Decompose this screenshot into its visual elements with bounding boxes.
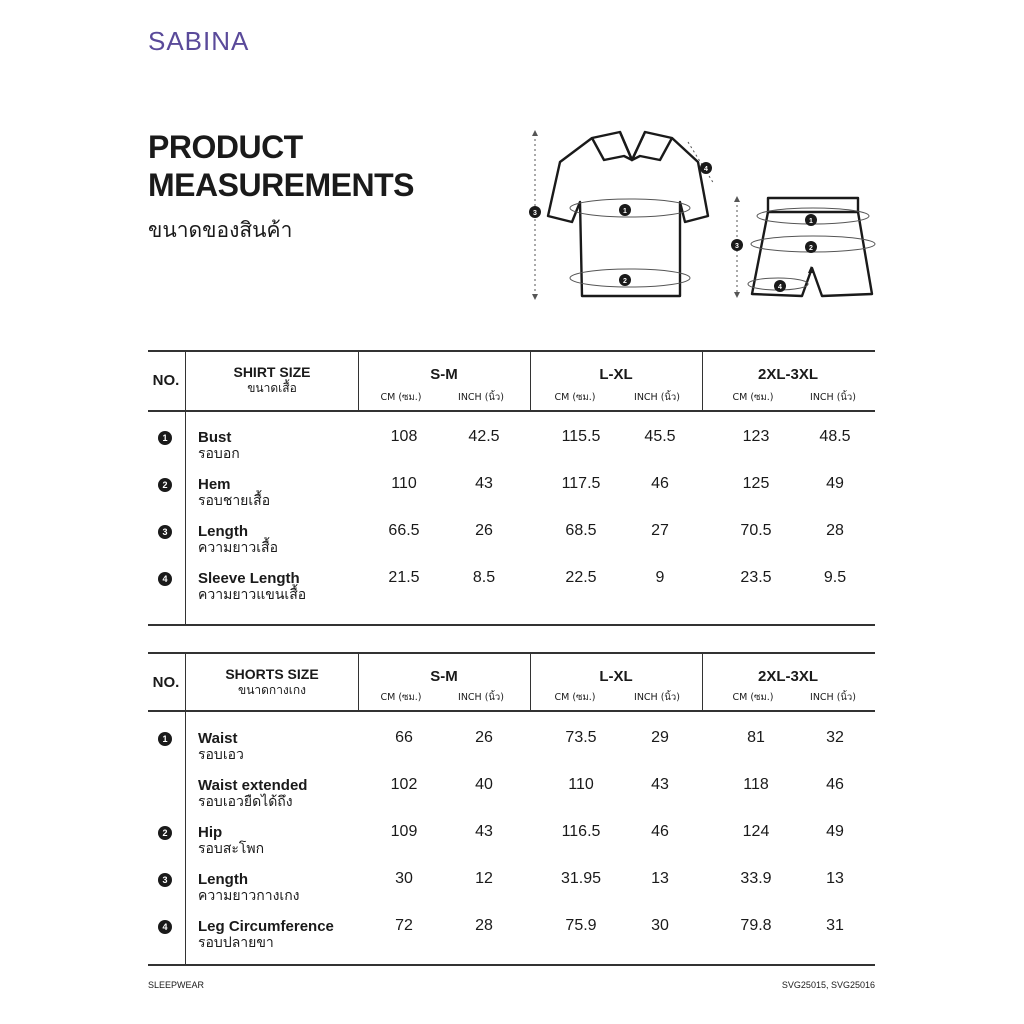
cell-inch: 43 [475, 475, 493, 492]
cell-inch: 42.5 [468, 428, 500, 445]
cell-cm: 115.5 [561, 428, 601, 445]
cell-inch: 29 [651, 729, 669, 746]
shirt-marker-2: 2 [623, 278, 627, 285]
shirt-marker-3: 3 [533, 210, 537, 217]
header-size-2xl-3xl: 2XL-3XL [757, 668, 818, 685]
cell-cm: 66 [395, 729, 413, 746]
table-top-rule [148, 350, 875, 352]
unit-cm: CM (ซม.) [732, 392, 774, 403]
cell-cm: 108 [390, 428, 418, 445]
row-label-th: ความยาวกางเกง [198, 888, 300, 904]
cell-inch: 45.5 [644, 428, 676, 445]
cell-inch: 49 [826, 475, 844, 492]
cell-inch: 28 [826, 522, 844, 539]
unit-inch: INCH (นิ้ว) [810, 692, 856, 703]
cell-cm: 22.5 [565, 569, 597, 586]
cell-cm: 33.9 [740, 870, 772, 887]
unit-cm: CM (ซม.) [732, 692, 774, 703]
cell-inch: 40 [475, 776, 493, 793]
cell-cm: 124 [742, 823, 770, 840]
row-number-badge: 1 [158, 732, 172, 746]
cell-inch: 46 [651, 823, 669, 840]
footer-sku: SVG25015, SVG25016 [781, 980, 875, 990]
cell-cm: 73.5 [565, 729, 597, 746]
row-label-en: Waist [198, 730, 238, 747]
unit-inch: INCH (นิ้ว) [634, 692, 680, 703]
row-number-badge: 4 [158, 572, 172, 586]
row-label-th: ความยาวแขนเสื้อ [198, 587, 307, 603]
unit-cm: CM (ซม.) [554, 392, 596, 403]
row-label-th: รอบเอวยืดได้ถึง [198, 794, 293, 810]
row-label-th: รอบปลายขา [198, 935, 274, 951]
header-size-l-xl: L-XL [599, 668, 633, 685]
row-number-badge: 2 [158, 826, 172, 840]
shirt-marker-1: 1 [623, 208, 627, 215]
shorts-marker-4: 4 [778, 284, 782, 291]
table-header-rule [148, 710, 875, 712]
header-shirt-size [186, 364, 358, 396]
row-number-badge: 4 [158, 920, 172, 934]
footer-category: SLEEPWEAR [148, 980, 205, 990]
shirt-size-table [148, 350, 875, 626]
title-line-1: PRODUCT [148, 129, 303, 165]
row-label [198, 523, 368, 557]
cell-inch: 13 [826, 870, 844, 887]
cell-inch: 26 [475, 729, 493, 746]
table-bottom-rule [148, 964, 875, 966]
cell-cm: 31.95 [560, 870, 602, 887]
header-shorts-size [186, 666, 358, 698]
table-header-rule [148, 410, 875, 412]
cell-cm: 81 [747, 729, 765, 746]
row-label-en: Sleeve Length [198, 570, 300, 587]
row-label-en: Waist extended [198, 777, 308, 794]
cell-cm: 75.9 [565, 917, 597, 934]
cell-cm: 110 [391, 475, 417, 492]
row-label-en: Hem [198, 476, 231, 493]
row-label-th: รอบชายเสื้อ [198, 493, 271, 509]
cell-cm: 79.8 [740, 917, 772, 934]
cell-inch: 48.5 [819, 428, 851, 445]
cell-cm: 66.5 [388, 522, 420, 539]
row-label-th: รอบสะโพก [198, 841, 265, 857]
cell-inch: 27 [651, 522, 669, 539]
unit-inch: INCH (นิ้ว) [810, 392, 856, 403]
header-shirt-size-th: ขนาดเสื้อ [247, 381, 297, 395]
cell-inch: 31 [826, 917, 844, 934]
shorts-marker-1: 1 [809, 218, 813, 225]
row-label-en: Hip [198, 824, 223, 841]
unit-inch: INCH (นิ้ว) [634, 392, 680, 403]
cell-inch: 9 [655, 569, 665, 586]
cell-inch: 12 [475, 870, 493, 887]
cell-cm: 109 [390, 823, 418, 840]
header-size-s-m: S-M [430, 668, 458, 685]
cell-cm: 118 [743, 776, 769, 793]
unit-cm: CM (ซม.) [380, 392, 422, 403]
row-label [198, 476, 368, 510]
header-shirt-size-en: SHIRT SIZE [233, 364, 311, 380]
row-label [198, 871, 368, 905]
row-number-badge: 2 [158, 478, 172, 492]
cell-cm: 123 [742, 428, 770, 445]
row-number-badge: 3 [158, 873, 172, 887]
row-label [198, 824, 368, 858]
garment-illustration [520, 120, 890, 310]
cell-inch: 30 [651, 917, 669, 934]
cell-inch: 32 [826, 729, 844, 746]
row-label-en: Bust [198, 429, 232, 446]
header-shorts-size-th: ขนาดกางเกง [237, 683, 307, 697]
table-top-rule [148, 652, 875, 654]
cell-cm: 70.5 [740, 522, 772, 539]
table-bottom-rule [148, 624, 875, 626]
cell-inch: 49 [826, 823, 844, 840]
cell-inch: 46 [651, 475, 669, 492]
cell-cm: 110 [568, 776, 594, 793]
row-label-th: ความยาวเสื้อ [198, 540, 278, 556]
header-size-l-xl: L-XL [599, 366, 633, 383]
row-label-en: Length [198, 523, 248, 540]
title-line-2: MEASUREMENTS [148, 167, 415, 203]
row-number-badge: 3 [158, 525, 172, 539]
cell-inch: 26 [475, 522, 493, 539]
shorts-marker-3: 3 [735, 243, 739, 250]
row-label [198, 570, 368, 604]
cell-cm: 21.5 [388, 569, 420, 586]
cell-inch: 43 [651, 776, 669, 793]
shirt-marker-4: 4 [704, 166, 708, 173]
cell-cm: 117.5 [561, 475, 601, 492]
header-shorts-size-en: SHORTS SIZE [225, 666, 319, 682]
cell-inch: 8.5 [472, 569, 496, 586]
cell-inch: 43 [475, 823, 493, 840]
cell-cm: 72 [395, 917, 413, 934]
unit-inch: INCH (นิ้ว) [458, 392, 504, 403]
cell-inch: 46 [826, 776, 844, 793]
row-label-en: Leg Circumference [198, 918, 334, 935]
row-label [198, 429, 368, 463]
row-label [198, 730, 368, 764]
cell-cm: 68.5 [565, 522, 597, 539]
cell-cm: 23.5 [740, 569, 772, 586]
unit-cm: CM (ซม.) [380, 692, 422, 703]
cell-cm: 30 [395, 870, 413, 887]
cell-inch: 13 [651, 870, 669, 887]
header-no: NO. [152, 674, 180, 691]
cell-cm: 125 [742, 475, 770, 492]
unit-cm: CM (ซม.) [554, 692, 596, 703]
row-label [198, 777, 368, 811]
cell-cm: 102 [390, 776, 418, 793]
cell-inch: 28 [475, 917, 493, 934]
header-size-2xl-3xl: 2XL-3XL [757, 366, 818, 383]
cell-cm: 116.5 [561, 823, 601, 840]
row-number-badge: 1 [158, 431, 172, 445]
unit-inch: INCH (นิ้ว) [458, 692, 504, 703]
brand-logo: SABINA [148, 26, 250, 56]
page-subtitle: ขนาดของสินค้า [148, 218, 293, 242]
shorts-size-table [148, 652, 875, 966]
header-size-s-m: S-M [430, 366, 458, 383]
row-label-th: รอบเอว [198, 747, 244, 763]
row-label-th: รอบอก [198, 446, 240, 462]
divider [185, 652, 186, 966]
row-label-en: Length [198, 871, 248, 888]
shorts-marker-2: 2 [809, 245, 813, 252]
cell-inch: 9.5 [823, 569, 847, 586]
header-no: NO. [152, 372, 180, 389]
row-label [198, 918, 368, 952]
page-title [148, 128, 414, 204]
